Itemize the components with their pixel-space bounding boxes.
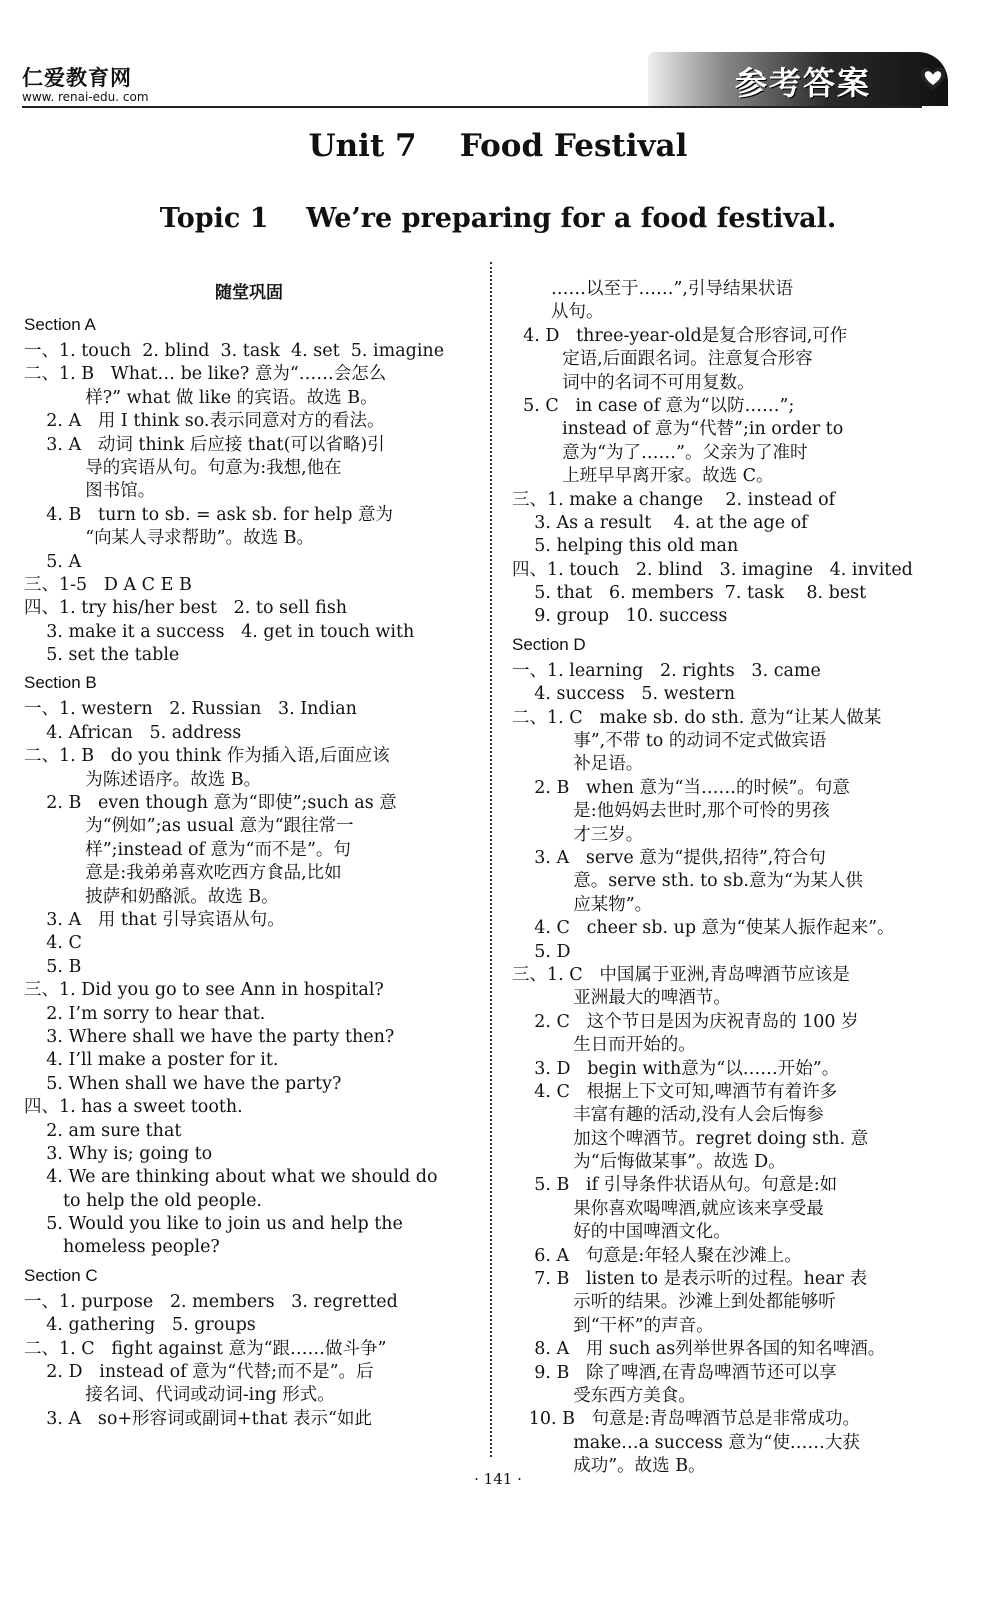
answer-line: 事”,不带 to 的动词不定式做宾语 xyxy=(512,731,827,752)
answer-line: 为陈述语序。故选 B。 xyxy=(24,769,262,790)
answer-line: 5. B xyxy=(24,956,82,977)
answer-line: 二、1. C make sb. do sth. 意为“让某人做某 xyxy=(512,707,882,728)
answer-line: 2. B when 意为“当……的时候”。句意 xyxy=(512,777,850,798)
answer-line: 4. gathering 5. groups xyxy=(24,1315,256,1336)
answer-line: 导的宾语从句。句意为:我想,他在 xyxy=(24,457,342,478)
answer-line: ……以至于……”,引导结果状语 xyxy=(512,279,793,299)
answer-line: homeless people? xyxy=(24,1237,220,1258)
answer-line: “向某人寻求帮助”。故选 B。 xyxy=(24,528,315,549)
answer-line: 3. A 用 that 引导宾语从句。 xyxy=(24,909,285,930)
answer-line: 示听的结果。沙滩上到处都能够听 xyxy=(512,1292,836,1313)
answer-line: 5. C in case of 意为“以防……”; xyxy=(512,395,795,416)
answer-line: 4. I’ll make a poster for it. xyxy=(24,1050,279,1071)
answer-line: 二、1. C fight against 意为“跟……做斗争” xyxy=(24,1338,387,1359)
answer-line: 2. I’m sorry to hear that. xyxy=(24,1003,266,1024)
answer-line: 生日而开始的。 xyxy=(512,1035,696,1056)
answer-line: 3. Where shall we have the party then? xyxy=(24,1026,395,1047)
answer-line: 丰富有趣的活动,没有人会后悔参 xyxy=(512,1105,824,1126)
page-number: · 141 · xyxy=(474,1470,522,1488)
section-heading: Section B xyxy=(24,673,97,693)
answer-line: 上班早早离开家。故选 C。 xyxy=(512,466,774,487)
answer-line: 4. African 5. address xyxy=(24,722,242,743)
section-heading: Section A xyxy=(24,315,96,334)
sub-heading: 随堂巩固 xyxy=(215,283,283,303)
answer-line: 2. D instead of 意为“代替;而不是”。后 xyxy=(24,1362,374,1383)
answer-line: 9. B 除了啤酒,在青岛啤酒节还可以享 xyxy=(512,1362,837,1383)
answer-line: 三、1. Did you go to see Ann in hospital? xyxy=(24,980,384,1001)
answer-line: 三、1-5 D A C E B xyxy=(24,574,192,595)
answer-line: 四、1. try his/her best 2. to sell fish xyxy=(24,598,348,619)
answer-line: 7. B listen to 是表示听的过程。hear 表 xyxy=(512,1269,868,1290)
answer-line: 一、1. touch 2. blind 3. task 4. set 5. imagine xyxy=(24,341,445,361)
answer-line: 亚洲最大的啤酒节。 xyxy=(512,988,731,1009)
section-heading: Section C xyxy=(24,1265,98,1285)
answer-line: make…a success 意为“使……大获 xyxy=(512,1432,860,1453)
answer-line: instead of 意为“代替”;in order to xyxy=(512,419,844,440)
answer-line: 一、1. purpose 2. members 3. regretted xyxy=(24,1291,398,1312)
answer-line: 二、1. B What… be like? 意为“……会怎么 xyxy=(24,364,387,385)
answer-line: 三、1. make a change 2. instead of xyxy=(512,489,836,510)
answer-line: 接名词、代词或动词-ing 形式。 xyxy=(24,1385,335,1406)
answer-line: 8. A 用 such as列举世界各国的知名啤酒。 xyxy=(512,1339,886,1360)
banner-title: 参考答案 xyxy=(735,64,872,102)
answer-line: 4. C cheer sb. up 意为“使某人振作起来”。 xyxy=(512,918,895,939)
answer-line: 四、1. touch 2. blind 3. imagine 4. invited xyxy=(512,559,913,580)
answer-line: 定语,后面跟名词。注意复合形容 xyxy=(512,349,813,370)
answer-line: 4. B turn to sb. = ask sb. for help 意为 xyxy=(24,504,394,525)
heart-logo-icon xyxy=(918,64,948,92)
answer-line: 5. set the table xyxy=(24,645,180,666)
right-column xyxy=(512,278,957,1479)
answer-line: 2. A 用 I think so.表示同意对方的看法。 xyxy=(24,411,385,432)
answer-line: 图书馆。 xyxy=(24,481,156,502)
left-column xyxy=(24,278,474,1431)
answer-line: 受东西方美食。 xyxy=(512,1385,696,1406)
answer-line: 4. success 5. western xyxy=(512,684,735,705)
answer-line: 4. C xyxy=(24,933,82,954)
answer-line: 3. As a result 4. at the age of xyxy=(512,512,808,533)
answer-line: 补足语。 xyxy=(512,754,644,775)
answer-line: 是:他妈妈去世时,那个可怜的男孩 xyxy=(512,801,830,822)
column-divider xyxy=(490,262,492,1457)
answer-line: 4. D three-year-old是复合形容词,可作 xyxy=(512,325,848,346)
answer-line: 样”;instead of 意为“而不是”。句 xyxy=(24,839,351,860)
answer-line: 好的中国啤酒文化。 xyxy=(512,1222,731,1243)
answer-line: 2. B even though 意为“即使”;such as 意 xyxy=(24,793,397,814)
answer-line: 一、1. western 2. Russian 3. Indian xyxy=(24,699,357,720)
answer-line: 三、1. C 中国属于亚洲,青岛啤酒节应该是 xyxy=(512,964,850,985)
answer-line: 成功”。故选 B。 xyxy=(512,1456,706,1477)
answer-line: 才三岁。 xyxy=(512,824,644,845)
answer-line: 应某物”。 xyxy=(512,894,653,915)
answer-line: 5. helping this old man xyxy=(512,536,739,557)
answer-line: to help the old people. xyxy=(24,1190,262,1211)
section-heading: Section D xyxy=(512,634,586,654)
answer-line: 5. that 6. members 7. task 8. best xyxy=(512,583,867,604)
answer-line: 5. Would you like to join us and help the xyxy=(24,1214,403,1235)
answer-line: 2. C 这个节日是因为庆祝青岛的 100 岁 xyxy=(512,1011,859,1032)
answer-line: 披萨和奶酪派。故选 B。 xyxy=(24,886,279,907)
answer-line: 意为“为了……”。父亲为了准时 xyxy=(512,442,808,463)
answer-line: 9. group 10. success xyxy=(512,606,728,627)
answer-line: 一、1. learning 2. rights 3. came xyxy=(512,660,821,681)
answer-line: 为“例如”;as usual 意为“跟往常一 xyxy=(24,816,354,837)
site-name: 仁爱教育网 xyxy=(22,65,132,90)
header-rule xyxy=(22,106,922,108)
answer-line: 词中的名词不可用复数。 xyxy=(512,372,755,393)
answer-line: 5. A xyxy=(24,551,82,572)
answer-line: 到“干杯”的声音。 xyxy=(512,1315,714,1336)
answer-line: 2. am sure that xyxy=(24,1120,182,1141)
answer-line: 4. C 根据上下文可知,啤酒节有着许多 xyxy=(512,1081,838,1102)
site-url: www. renai-edu. com xyxy=(22,90,149,104)
answer-line: 意是:我弟弟喜欢吃西方食品,比如 xyxy=(24,863,342,884)
answer-line: 10. B 句意是:青岛啤酒节总是非常成功。 xyxy=(512,1409,861,1430)
answer-line: 4. We are thinking about what we should do xyxy=(24,1167,438,1188)
topic-title: Topic 1 We’re preparing for a food festival. xyxy=(159,203,837,234)
answer-line: 意。serve sth. to sb.意为“为某人供 xyxy=(512,871,863,892)
answer-line: 3. D begin with意为“以……开始”。 xyxy=(512,1058,840,1079)
answer-line: 3. A serve 意为“提供,招待”,符合句 xyxy=(512,847,826,868)
answer-line: 6. A 句意是:年轻人聚在沙滩上。 xyxy=(512,1245,802,1266)
answer-line: 为“后悔做某事”。故选 D。 xyxy=(512,1152,786,1173)
answer-line: 四、1. has a sweet tooth. xyxy=(24,1097,243,1118)
answer-line: 3. A 动词 think 后应接 that(可以省略)引 xyxy=(24,434,385,455)
answer-line: 果你喜欢喝啤酒,就应该来享受最 xyxy=(512,1198,824,1219)
answer-line: 5. B if 引导条件状语从句。句意是:如 xyxy=(512,1175,838,1196)
answer-line: 3. A so+形容词或副词+that 表示“如此 xyxy=(24,1408,372,1429)
answer-line: 3. make it a success 4. get in touch with xyxy=(24,621,415,642)
answer-line: 二、1. B do you think 作为插入语,后面应该 xyxy=(24,746,390,767)
answer-line: 从句。 xyxy=(512,302,604,323)
unit-title: Unit 7 Food Festival xyxy=(308,128,688,164)
answer-line: 5. D xyxy=(512,941,571,962)
answer-line: 样?” what 做 like 的宾语。故选 B。 xyxy=(24,387,378,408)
answer-line: 5. When shall we have the party? xyxy=(24,1073,342,1094)
answer-line: 加这个啤酒节。regret doing sth. 意 xyxy=(512,1128,869,1149)
answer-line: 3. Why is; going to xyxy=(24,1143,213,1164)
